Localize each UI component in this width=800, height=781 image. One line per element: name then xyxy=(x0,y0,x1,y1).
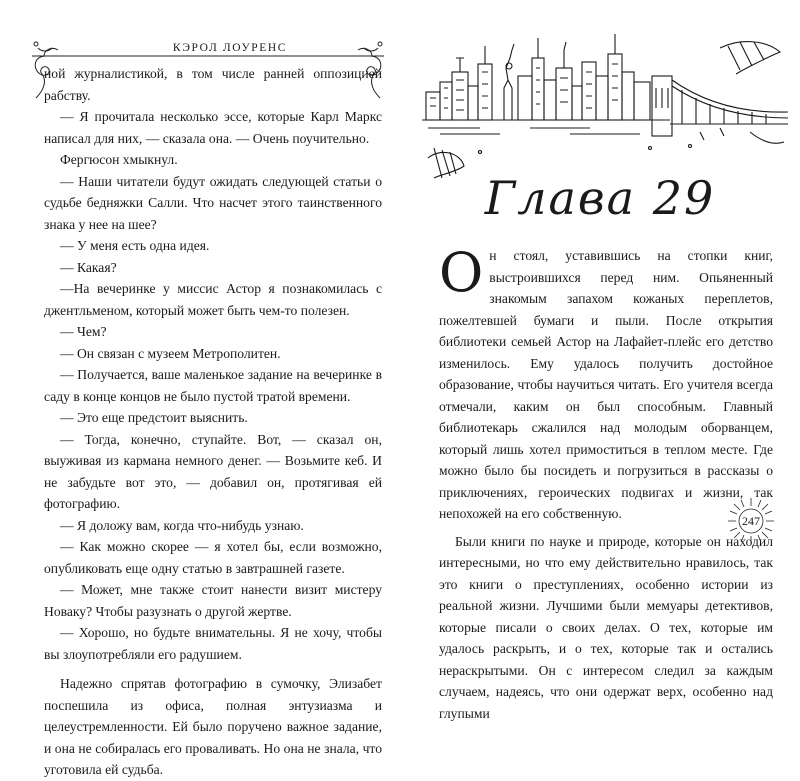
paragraph: — Он связан с музеем Метрополитен. xyxy=(60,345,281,361)
paragraph: — Наши читатели будут ожидать следующей статьи о судьбе бедняжки Салли. Что насчет этого таинственного знака у нее на шее? xyxy=(44,173,382,232)
paragraph: —На вечеринке у миссис Астор я познакомилась с джентльменом, который может быть чем-то полезен. xyxy=(44,281,382,318)
left-text-column xyxy=(44,63,382,781)
paragraph: Были книги по науке и природе, которые он находил интересными, но что ему действительно нравилось, так это книги о преступлениях, особенно истории из реальной жизни. Лучшими были мемуары детективов, которые писали о своих делах. О тех, которые им удалось раскрыть, и о тех, которые так и остались нераскрытыми. Он с интересом следил за каждым случаем, надеясь, что они одержат верх, особенно над глупыми xyxy=(439,533,773,721)
paragraph: — Это еще предстоит выяснить. xyxy=(60,410,248,425)
paragraph: — Я доложу вам, когда что-нибудь узнаю. xyxy=(60,517,304,533)
left-page xyxy=(0,0,400,777)
drop-cap: О xyxy=(439,241,484,304)
paragraph: Фергюсон хмыкнул. xyxy=(60,152,178,167)
page-number: 247 xyxy=(742,514,760,528)
paragraph: — Чем? xyxy=(60,324,107,339)
paragraph: Надежно спрятав фотографию в сумочку, Элизабет поспешила из офиса, полная энтузиазма и целеустремленности. Ей было поручено важное задание, и она не собиралась его проваливать. Но она не знала, что уготовила ей судьба. xyxy=(44,676,382,777)
paragraph: — Может, мне также стоит нанести визит мистеру Новаку? Чтобы разузнать о другой жертве. xyxy=(44,582,382,619)
chapter-title: Глава 29 xyxy=(484,171,716,225)
paragraph: — Хорошо, но будьте внимательны. Я не хочу, чтобы вы злоупотребляли его радушием. xyxy=(44,625,382,662)
paragraph: — Какая? xyxy=(60,259,117,275)
right-text-column xyxy=(439,241,773,724)
paragraph: ной журналистикой, в том числе ранней оппозицией рабству. xyxy=(44,66,382,103)
paragraph: — Как можно скорее — я хотел бы, если возможно, опубликовать еще одну статью в завтрашней газете. xyxy=(44,539,382,576)
opening-paragraph xyxy=(439,241,773,525)
paragraph-text: н стоял, уставившись на стопки книг, выстроившихся перед ним. Опьяненный знакомым запахом кожаных переплетов, пожелтевшей бумаги и пыли. После открытия библиотеки семьей Астор на Лафайет-плейс его детство изменилось. Ему удалось получить достойное образование, чтобы научиться читать. Его учителя всегда отмечали, каким он был способным. Главный библиотекарь сжалился над молодым оборванцем, который лишь хотел примоститься в теплом месте. Где можно было бы посидеть и погрузиться в рассказы о приключениях, героических подвигах и жизни, так непохожей на его собственную. xyxy=(439,248,773,521)
paragraph: — Тогда, конечно, ступайте. Вот, — сказал он, выуживая из кармана немного денег. — Возьмите кеб. И не забудьте вот это, — добавил он, протягивая ей фотографию. xyxy=(44,431,382,511)
running-head: КЭРОЛ ЛОУРЕНС xyxy=(172,42,288,54)
city-skyline-illustration xyxy=(420,28,790,188)
paragraph: — Я прочитала несколько эссе, которые Карл Маркс написал для них, — сказала она. — Очень поучительно. xyxy=(44,109,382,146)
right-page xyxy=(400,0,800,721)
paragraph: — У меня есть одна идея. xyxy=(60,238,210,253)
paragraph: — Получается, ваше маленькое задание на вечеринке в саду в конце концов не было пустой тратой времени. xyxy=(44,367,382,404)
